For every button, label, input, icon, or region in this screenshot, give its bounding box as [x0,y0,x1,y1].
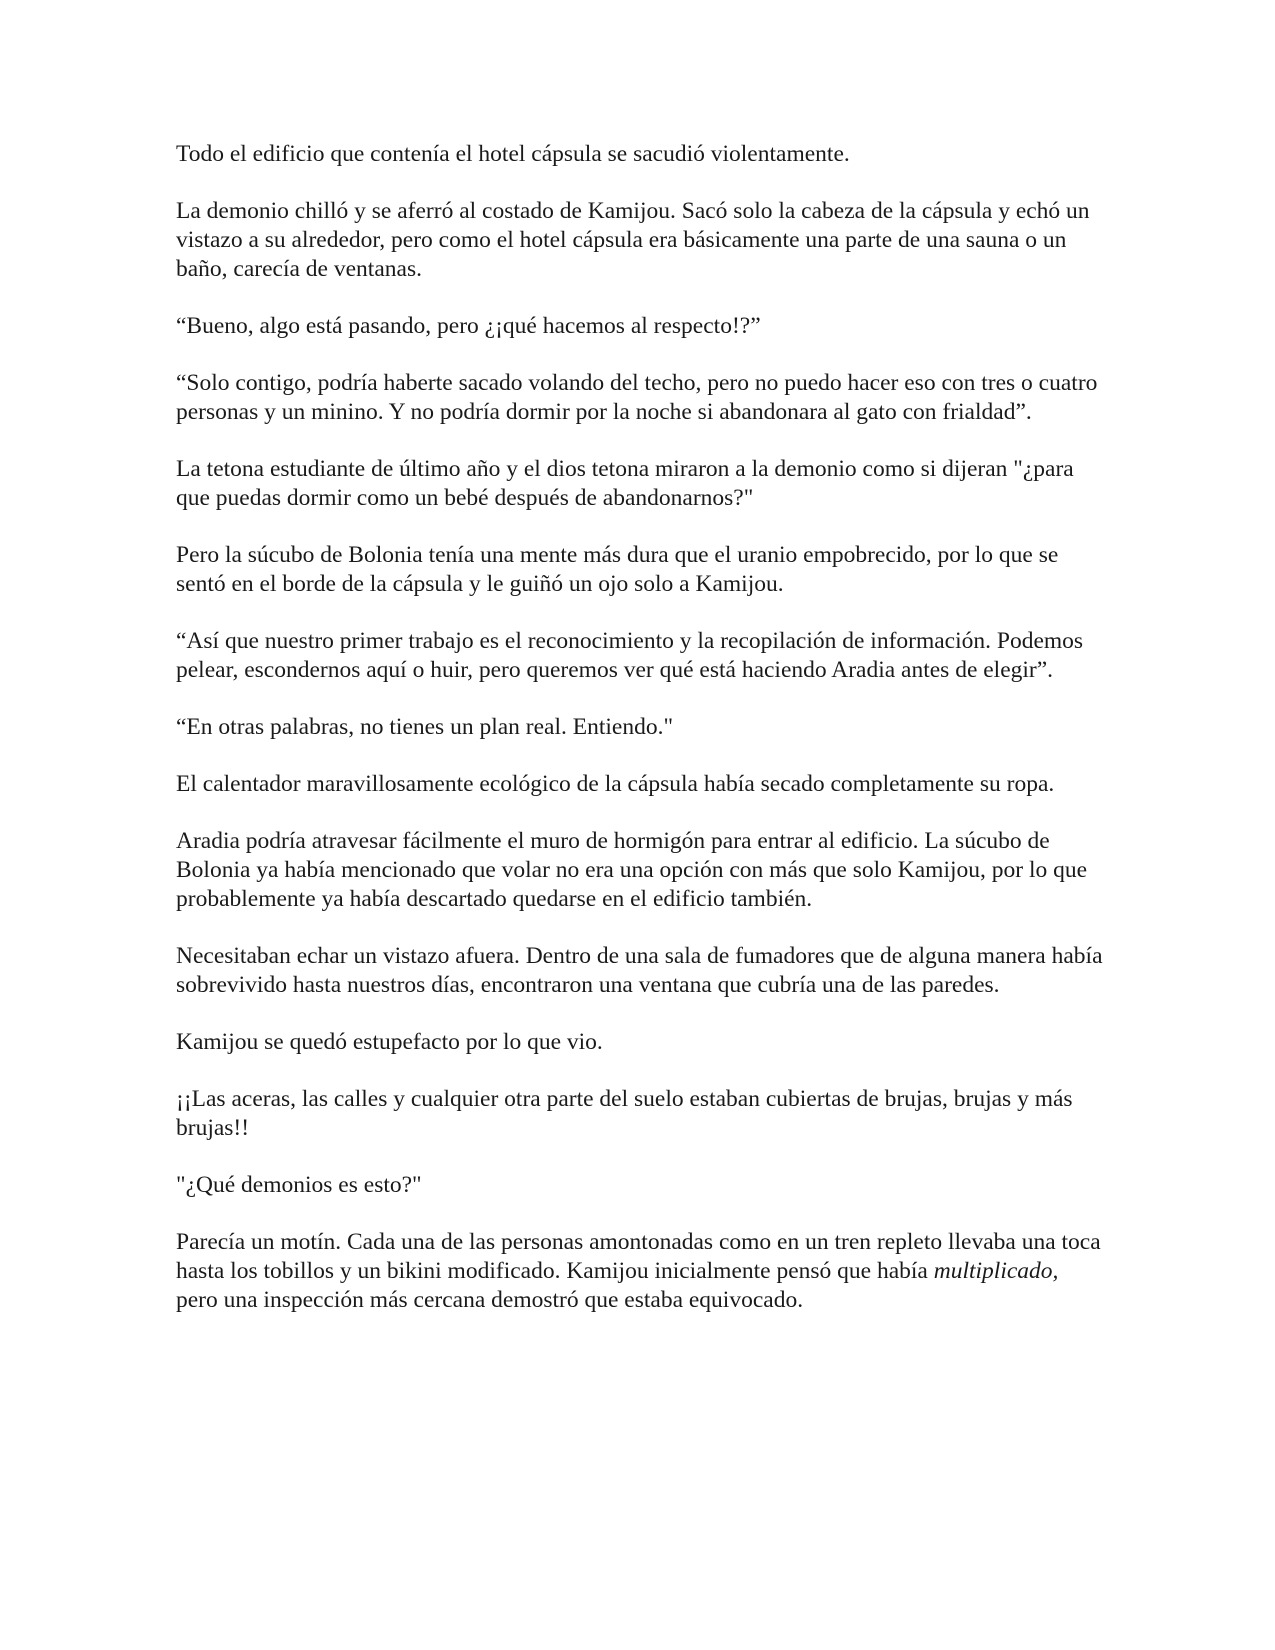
paragraph-9: El calentador maravillosamente ecológico de la cápsula había secado completamente su ropa. [176,771,1055,797]
paragraph-8: “En otras palabras, no tienes un plan real. Entiendo." [176,714,674,740]
paragraph-15 [176,1228,1106,1315]
document-page [176,140,1106,1343]
paragraph-2: La demonio chilló y se aferró al costado de Kamijou. Sacó solo la cabeza de la cápsula y echó un vistazo a su alrededor, pero como el hotel cápsula era básicamente una parte de una sauna o un baño, carecía de ventanas. [176,198,1090,282]
paragraph-11: Necesitaban echar un vistazo afuera. Dentro de una sala de fumadores que de alguna manera había sobrevivido hasta nuestros días, encontraron una ventana que cubría una de las paredes. [176,943,1103,998]
paragraph-5: La tetona estudiante de último año y el dios tetona miraron a la demonio como si dijeran "¿para que puedas dormir como un bebé después de abandonarnos?" [176,456,1074,511]
paragraph-10: Aradia podría atravesar fácilmente el muro de hormigón para entrar al edificio. La súcubo de Bolonia ya había mencionado que volar no era una opción con más que solo Kamijou, por lo que probablemente ya había descartado quedarse en el edificio también. [176,828,1088,912]
paragraph-15-text-start: Parecía un motín. Cada una de las personas amontonadas como en un tren repleto llevaba una toca hasta los tobillos y un bikini modificado. Kamijou inicialmente pensó que había [176,1229,1101,1284]
paragraph-13: ¡¡Las aceras, las calles y cualquier otra parte del suelo estaban cubiertas de brujas, brujas y más brujas!! [176,1086,1073,1141]
paragraph-14: "¿Qué demonios es esto?" [176,1172,422,1198]
paragraph-15-text-end: pero una inspección más cercana demostró que estaba equivocado. [176,1287,804,1313]
paragraph-12: Kamijou se quedó estupefacto por lo que vio. [176,1029,603,1055]
paragraph-6: Pero la súcubo de Bolonia tenía una mente más dura que el uranio empobrecido, por lo que se sentó en el borde de la cápsula y le guiñó un ojo solo a Kamijou. [176,542,1059,597]
paragraph-7: “Así que nuestro primer trabajo es el reconocimiento y la recopilación de información. Podemos pelear, escondernos aquí o huir, pero queremos ver qué está haciendo Aradia antes de elegir”. [176,628,1084,683]
paragraph-1: Todo el edificio que contenía el hotel cápsula se sacudió violentamente. [176,141,850,167]
paragraph-4: “Solo contigo, podría haberte sacado volando del techo, pero no puedo hacer eso con tres o cuatro personas y un minino. Y no podría dormir por la noche si abandonara al gato con frialdad”. [176,370,1098,425]
paragraph-15-italic-text: multiplicado, [933,1258,1059,1284]
paragraph-3: “Bueno, algo está pasando, pero ¿¡qué hacemos al respecto!?” [176,313,761,339]
